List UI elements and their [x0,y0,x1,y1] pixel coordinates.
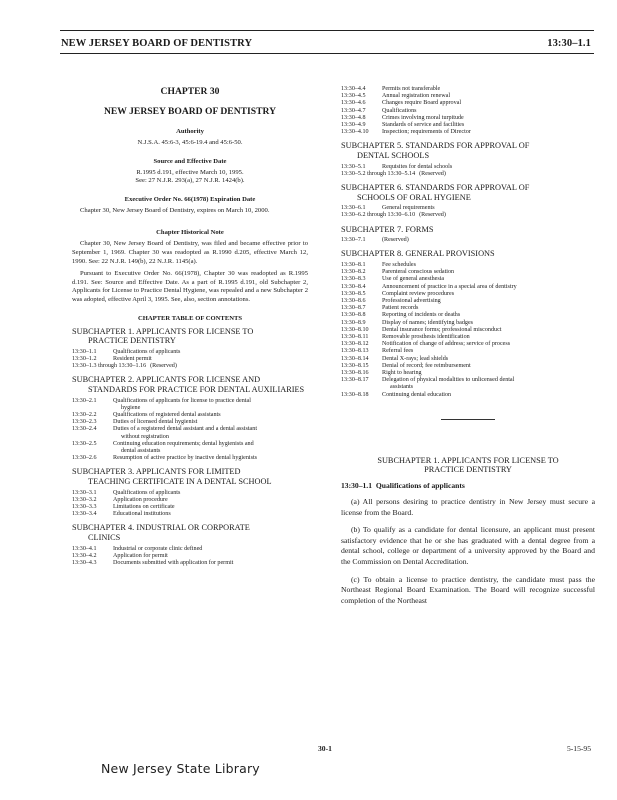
toc-entry [341,377,595,391]
revision-date: 5-15-95 [566,744,591,753]
executive-order-heading: Executive Order No. 66(1978) Expiration Date [124,195,256,203]
running-header-section: 13:30–1.1 [547,38,591,49]
toc-entry-label-text: (Reserved) [419,170,446,177]
toc-continued-list [341,86,595,136]
toc-entry [341,298,595,305]
toc-entry-label-continuation: without registration [121,433,169,440]
toc-entry-number: 13:30–8.10 [341,326,369,333]
toc-entry-label-text: Continuing dental education [382,391,452,398]
toc-entry-label [382,276,595,283]
toc-entry-label [113,511,308,518]
toc-entry-label-text: Fee schedules [382,262,417,268]
toc-entry-number: 13:30–4.1 [72,545,97,552]
toc-entry-label-text: Requisites for dental schools [382,163,453,170]
source-line-2: See: 27 N.J.R. 293(a), 27 N.J.R. 1424(b). [135,177,245,185]
toc-entry-label-text: Crimes involving moral turpitude [382,114,464,121]
subchapter-heading-line-1: SUBCHAPTER 7. FORMS [341,224,434,234]
toc-entry [341,327,595,334]
toc-entry-number: 13:30–4.7 [341,107,366,114]
toc-entry-number: 13:30–8.8 [341,312,366,319]
toc-entry-label [113,497,308,504]
toc-entry-number: 13:30–4.4 [341,86,366,92]
subchapter-heading-line-1: SUBCHAPTER 8. GENERAL PROVISIONS [341,249,495,259]
toc-entry-number: 13:30–4.6 [341,100,366,107]
toc-entry-label [382,164,595,171]
toc-entry-number: 13:30–2.5 [72,440,97,447]
toc-entry-label-text: Notification of change of address; service of process [382,341,511,348]
subchapter-heading [72,327,308,346]
toc-entry-label [382,298,595,305]
paragraph-b: (b) To qualify as a candidate for dental licensure, an applicant must present satisfactory evidence that he or she has graduated with a dental degree from a dental school, college or department of a university approved by the Board and the Commission on Dental Accreditation. [341,525,595,567]
page-number: 30-1 [318,744,332,753]
toc-entry-label [382,115,595,122]
toc-entry-number: 13:30–1.2 [72,355,97,362]
toc-entry-number: 13:30–1.1 [72,348,97,355]
toc-entry-label-text: Patient records [382,305,419,312]
toc-entry-label-text: (Reserved) [419,212,446,219]
subchapter-heading [72,523,308,542]
toc-entry-number: 13:30–8.11 [341,334,369,341]
toc-entry-label-text: Continuing education requirements; dental hygienists and [113,440,254,447]
historical-note-paragraph-1: Chapter 30, New Jersey Board of Dentistry, was filed and became effective prior to September 1, 1969. Chapter 30 was readopted as R.1990 d.205, effective March 12, 1990. See: 22 N.J.R. 149(b), 22 N.J.R. 1145(a). [72,240,308,265]
toc-entry-label-text: Standards of service and facilities [382,122,465,129]
right-column [341,86,595,613]
toc-entry-label [382,205,595,212]
chapter-title: CHAPTER 30 [160,86,220,97]
body-subchapter-heading-line-2: PRACTICE DENTISTRY [424,465,512,475]
toc-entry [72,441,308,455]
toc-entry-label-text: Application procedure [113,496,168,503]
toc-entry [341,108,595,115]
toc-entry-label-text: (Reserved) [150,363,177,370]
toc-entry [341,341,595,348]
executive-order-text: Chapter 30, New Jersey Board of Dentistry, expires on March 10, 2000. [80,206,270,214]
authority-heading: Authority [176,128,204,135]
toc-entry-label-text: Display of names; identifying badges [382,319,474,326]
toc-entry-label [382,93,595,100]
subchapter-heading-line-2: TEACHING CERTIFICATE IN A DENTAL SCHOOL [88,476,272,486]
toc-entry-number: 13:30–3.4 [72,511,97,518]
toc-entry [72,356,308,363]
subchapter-section-list [341,205,595,219]
subchapter-heading-line-2: CLINICS [88,532,121,542]
toc-entry [72,504,308,511]
toc-entry-label [146,363,308,370]
toc-entry-number: 13:30–8.16 [341,370,369,377]
toc-entry-label-text: Parenteral conscious sedation [382,269,455,276]
source-heading: Source and Effective Date [153,157,227,165]
toc-entry-number: 13:30–1.3 through 13:30–1.16 [72,363,147,370]
toc-entry-label [382,341,595,348]
subchapter-heading-line-2: PRACTICE DENTISTRY [88,336,176,346]
toc-entry-label-text: Qualifications of applicants [113,348,181,355]
source-line-1: R.1995 d.191, effective March 10, 1995. [136,168,244,176]
subchapter-heading-line-2: DENTAL SCHOOLS [357,151,430,161]
toc-entry-number: 13:30–6.2 through 13:30–6.10 [341,212,416,219]
subchapter-heading [341,141,595,160]
toc-entry [72,455,308,462]
toc-entry [341,320,595,327]
toc-entry-label-text: Resident permit [113,355,152,362]
toc-entry [341,205,595,212]
left-column [72,86,308,571]
subchapter-heading-line-1: SUBCHAPTER 4. INDUSTRIAL OR CORPORATE [72,523,250,533]
toc-entry [341,212,595,219]
toc-entry-label-text: Qualifications [382,107,417,114]
toc-entry-label-text: Use of general anesthesia [382,276,445,283]
toc-entry [72,363,308,370]
toc-entry [341,276,595,283]
toc-entry-label-text: Application for permit [113,552,168,559]
toc-entry-number: 13:30–7.1 [341,237,366,244]
toc-entry-label-text: Duties of licensed dental hygienist [113,419,198,426]
toc-entry-label [113,560,308,567]
toc-entry-label-text: General requirements [382,205,435,212]
toc-entry-label-text: Inspection; requirements of Director [382,129,471,136]
toc-entry [341,171,595,178]
paragraph-a: (a) All persons desiring to practice dentistry in New Jersey must secure a license from the Board. [341,497,595,517]
toc-entry-number: 13:30–8.14 [341,355,369,362]
toc-entry-label [113,490,308,497]
section-number: 13:30–1.1 [341,481,373,491]
toc-entry-label [113,356,308,363]
subchapter-heading [341,249,595,259]
subchapter-heading-line-1: SUBCHAPTER 1. APPLICANTS FOR LICENSE TO [72,326,254,336]
section-title: Qualifications of applicants [375,481,465,491]
subchapter-section-list [72,398,308,463]
toc-entry-label-text: Dental insurance forms; professional misconduct [382,326,502,333]
toc-entry-number: 13:30–8.12 [341,341,369,348]
toc-entry-label [113,349,308,356]
toc-entry-label [382,129,595,136]
section-heading [341,481,595,490]
toc-entry-label-text: Changes require Board approval [382,100,462,107]
toc-entry [72,546,308,553]
toc-entry-label-text: Educational institutions [113,511,171,518]
toc-entry-number: 13:30–8.13 [341,348,369,355]
toc-entry-label [382,348,595,355]
toc-entry-label [113,398,308,412]
toc-entry [341,164,595,171]
toc-entry [341,93,595,100]
subchapter-section-list [72,349,308,371]
toc-entry-label-text: Right to hearing [382,370,422,377]
toc-entry-label [113,441,308,455]
paragraph-c: (c) To obtain a license to practice dentistry, the candidate must pass the Northeast Regional Board Examination. The Board will recognize successful completion of the Northeast [341,574,595,605]
toc-entry-label-text: Documents submitted with application for permit [113,559,234,566]
toc-entry-number: 13:30–2.2 [72,411,97,418]
toc-left-list [72,327,308,568]
toc-entry-label-text: Delegation of physical modalities to unlicensed dental [382,377,515,384]
toc-entry-label [382,86,595,93]
toc-entry [341,312,595,319]
toc-entry-label-text: Qualifications of registered dental assistants [113,411,221,418]
toc-entry [72,497,308,504]
toc-entry-label [415,171,595,178]
running-header-title: NEW JERSEY BOARD OF DENTISTRY [61,38,253,49]
toc-entry-number: 13:30–8.4 [341,283,366,290]
toc-entry-number: 13:30–8.7 [341,305,366,312]
toc-entry-label [382,377,595,391]
toc-entry-label-text: Qualifications of applicants [113,489,181,496]
toc-right-list [341,141,595,398]
toc-entry-label-text: Annual registration renewal [382,93,451,100]
toc-entry-label-text: Reporting of incidents or deaths [382,312,461,319]
subchapter-section-list [341,164,595,178]
subchapter-heading [72,467,308,486]
toc-entry-label [382,356,595,363]
subchapter-heading-line-1: SUBCHAPTER 3. APPLICANTS FOR LIMITED [72,467,241,477]
subchapter-section-list [72,490,308,519]
toc-entry-label [382,262,595,269]
subchapter-heading-line-1: SUBCHAPTER 5. STANDARDS FOR APPROVAL OF [341,141,530,151]
toc-entry-label-text: Industrial or corporate clinic defined [113,545,203,552]
toc-entry-number: 13:30–8.17 [341,377,369,384]
toc-entry-number: 13:30–8.1 [341,262,366,268]
toc-entry-number: 13:30–2.1 [72,397,97,404]
toc-entry-label [113,546,308,553]
toc-entry-label-text: Qualifications of applicants for license to practice dental [113,397,251,404]
subchapter-heading-line-2: SCHOOLS OF ORAL HYGIENE [357,192,471,202]
toc-entry [72,511,308,518]
toc-entry-label-text: Denial of record; fee reimbursement [382,362,471,369]
toc-entry-label [113,553,308,560]
section-separator [441,419,495,420]
subchapter-heading-line-1: SUBCHAPTER 2. APPLICANTS FOR LICENSE AND [72,375,261,385]
toc-entry-label [382,363,595,370]
toc-entry-label [113,455,308,462]
toc-entry-label-text: Removable prosthesis identification [382,334,470,341]
toc-entry [341,269,595,276]
toc-entry [341,100,595,107]
subchapter-heading-line-2: STANDARDS FOR PRACTICE FOR DENTAL AUXILIARIES [88,384,305,394]
toc-entry [341,284,595,291]
table-of-contents-heading: CHAPTER TABLE OF CONTENTS [137,314,243,322]
toc-entry-label-text: Complaint review procedures [382,290,455,297]
toc-entry [341,237,595,244]
toc-entry-number: 13:30–8.18 [341,391,369,398]
toc-entry-label [382,312,595,319]
top-rule [60,30,594,31]
toc-entry-number: 13:30–2.6 [72,455,97,462]
toc-entry-label [382,108,595,115]
toc-entry-label [415,212,595,219]
toc-entry [341,348,595,355]
toc-entry-number: 13:30–3.3 [72,503,97,510]
toc-entry [341,291,595,298]
toc-entry-label-text: Announcement of practice in a special area of dentistry [382,283,517,290]
subchapter-heading [72,375,308,394]
toc-entry-label-continuation: assistants [390,384,414,391]
toc-entry-number: 13:30–3.1 [72,489,97,496]
authority-text: N.J.S.A. 45:6-3, 45:6-19.4 and 45:6-50. [137,139,243,146]
subchapter-section-list [72,546,308,568]
toc-entry-label-text: Duties of a registered dental assistant and a dental assistant [113,426,258,433]
toc-entry-label [382,320,595,327]
toc-entry-label [382,291,595,298]
toc-entry-number: 13:30–8.5 [341,290,366,297]
toc-entry-number: 13:30–2.3 [72,419,97,426]
toc-entry-number: 13:30–8.15 [341,362,369,369]
toc-entry-label-text: (Reserved) [382,237,409,244]
toc-entry-number: 13:30–8.6 [341,298,366,305]
toc-entry [72,560,308,567]
toc-entry-label [113,426,308,440]
toc-entry [341,129,595,136]
toc-entry-number: 13:30–5.2 through 13:30–5.14 [341,170,416,177]
toc-entry-label-text: Permits not transferable [382,86,441,92]
toc-entry-number: 13:30–4.5 [341,93,366,100]
subchapter-heading-line-1: SUBCHAPTER 6. STANDARDS FOR APPROVAL OF [341,183,530,193]
toc-entry-label-continuation: hygiene [121,404,141,411]
toc-entry [72,398,308,412]
toc-entry-label-text: Professional advertising [382,298,441,305]
toc-entry-label [382,100,595,107]
toc-entry [341,115,595,122]
toc-entry-label-text: Limitations on certificate [113,503,175,510]
historical-note-heading: Chapter Historical Note [156,229,224,237]
subchapter-heading [341,225,595,235]
toc-entry-number: 13:30–4.9 [341,122,366,129]
toc-entry [72,490,308,497]
toc-entry-number: 13:30–2.4 [72,426,97,433]
toc-entry [72,349,308,356]
toc-entry-label [382,392,595,399]
toc-entry-label [382,284,595,291]
body-subchapter-heading [341,456,595,475]
toc-entry-number: 13:30–4.2 [72,552,97,559]
toc-entry-label-text: Dental X-rays; lead shields [382,355,449,362]
toc-entry [341,363,595,370]
toc-entry-number: 13:30–8.9 [341,319,366,326]
toc-entry-label [382,237,595,244]
toc-entry [341,262,595,269]
subchapter-heading [341,183,595,202]
toc-entry [72,553,308,560]
toc-entry-number: 13:30–6.1 [341,205,366,212]
toc-entry-number: 13:30–3.2 [72,496,97,503]
subchapter-section-list [341,262,595,399]
toc-entry-number: 13:30–5.1 [341,163,366,170]
toc-entry-number: 13:30–8.2 [341,269,366,276]
toc-entry-number: 13:30–4.3 [72,559,97,566]
toc-entry [72,426,308,440]
toc-entry [341,86,595,93]
toc-entry-label [382,327,595,334]
subchapter-section-list [341,237,595,244]
header-rule [60,53,594,54]
toc-entry-label-continuation: dental assistants [121,447,161,454]
toc-entry-label-text: Referral fees [382,348,414,355]
toc-entry [341,356,595,363]
historical-note-paragraph-2: Pursuant to Executive Order No. 66(1978), Chapter 30 was readopted as R.1995 d.191. See: Source and Effective Date. As a part of R.1995 d.191, old Subchapter 2, Applicants for License to Practice Dental Hygiene, was repealed and a new Subchapter 2 was adopted, effective April 3, 1995. See, also, section annotations. [72,270,308,303]
chapter-name: NEW JERSEY BOARD OF DENTISTRY [103,106,277,117]
toc-entry-number: 13:30–4.8 [341,114,366,121]
toc-entry-number: 13:30–4.10 [341,129,369,136]
toc-entry [341,392,595,399]
toc-entry-number: 13:30–8.3 [341,276,366,283]
toc-entry [341,305,595,312]
body-subchapter-heading-line-1: SUBCHAPTER 1. APPLICANTS FOR LICENSE TO [377,455,559,465]
toc-entry-label-text: Resumption of active practice by inactive dental hygienists [113,455,258,462]
library-stamp: New Jersey State Library [101,761,260,776]
toc-entry-label [113,504,308,511]
